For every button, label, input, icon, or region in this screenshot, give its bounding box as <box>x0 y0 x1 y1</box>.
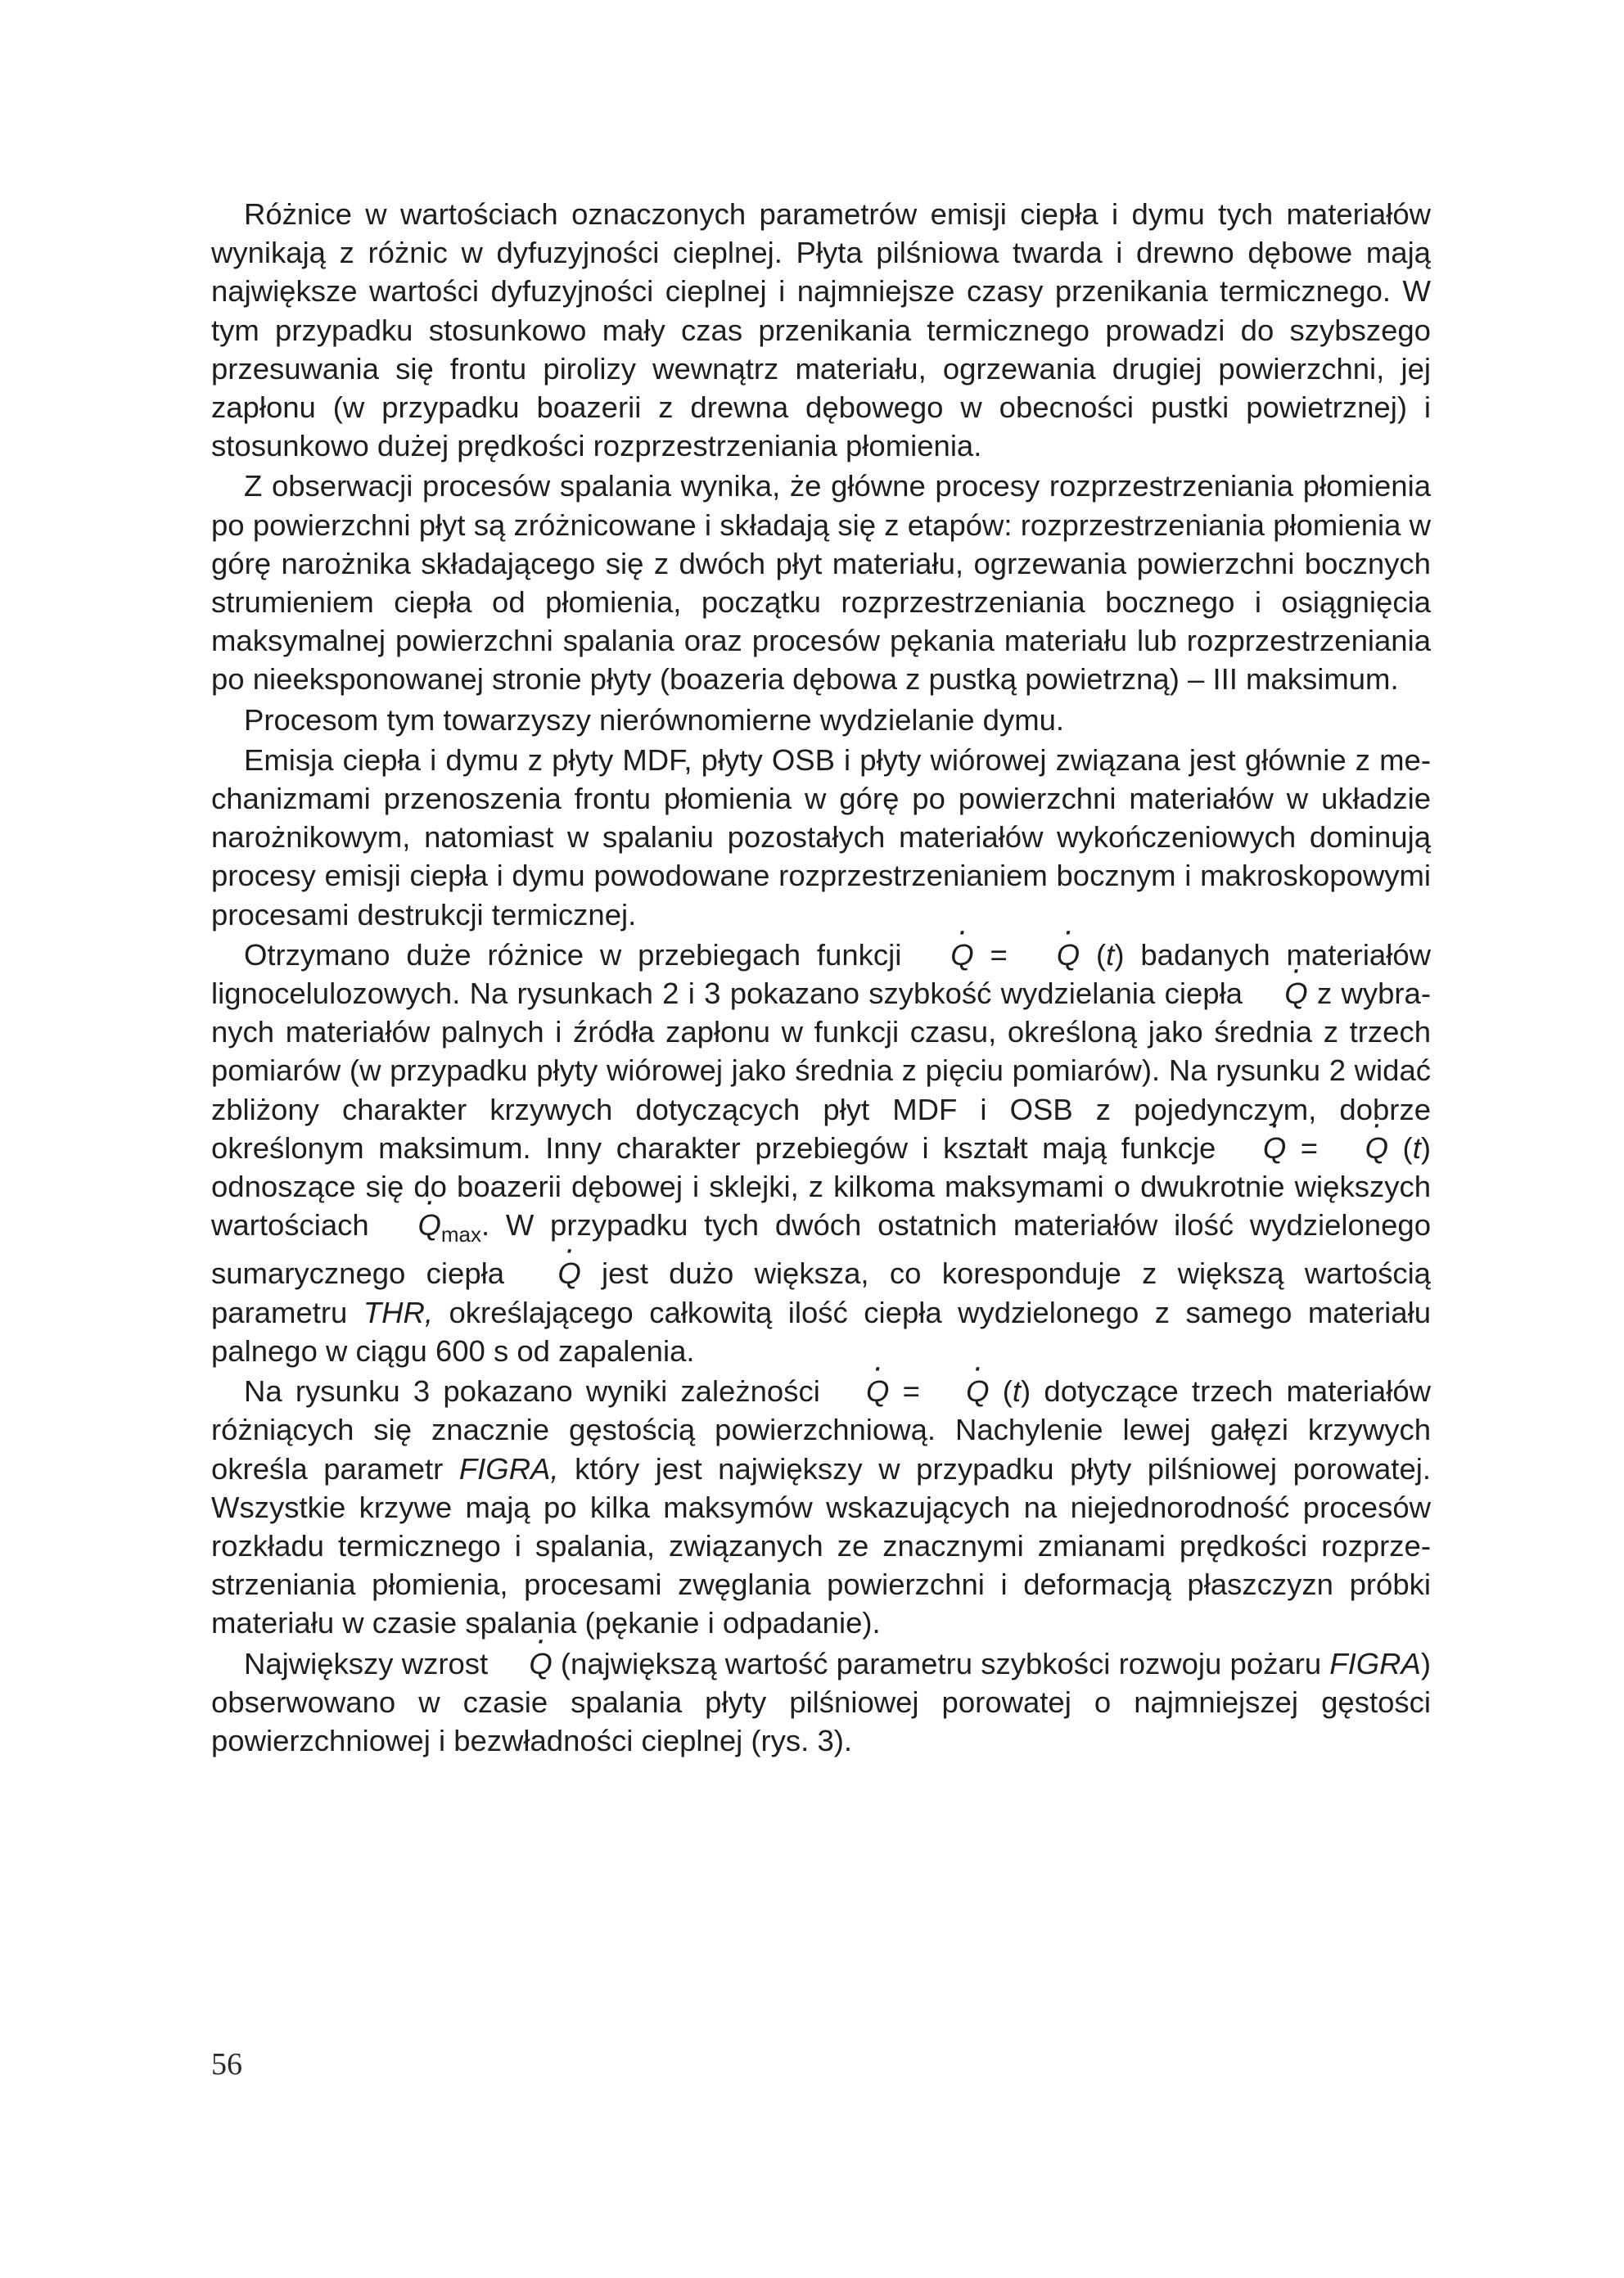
text-run: Na rysunku 3 pokazano wyniki zależności <box>244 1374 834 1409</box>
subscript: max <box>440 1222 481 1247</box>
italic-term: t <box>1412 1130 1421 1165</box>
text-run: = <box>973 937 1024 972</box>
italic-term: FIGRA <box>1329 1646 1421 1680</box>
text-run: określającego całkowitą ilość ciepła wydzielonego z samego materiału palnego w ciągu 600 s od zapalenia. <box>211 1295 1431 1368</box>
text-run: Różnice w wartościach oznaczonych parametrów emisji ciepła i dymu tych materiałów wynikają z różnic w dyfuzyjności cieplnej. Płyta pilśniowa twarda i drewno dębowe mają największe wartości dyfuzyjności cieplnej i najmniejsze czasy przenikania termicznego. W tym przypadku stosunkowo mały czas przenikania termicznego prowadzi do szybszego przesuwania się frontu pirolizy wewnątrz materiału, ogrzewania drugiej powierzchni, jej zapłonu (w przypadku boazerii z drewna dębowego w obecności pustki powietrznej) i stosunkowo dużej prędkości rozprzestrzeniania płomienia. <box>211 197 1431 463</box>
page-number: 56 <box>211 2047 242 2082</box>
q-dot-symbol: · Q <box>833 1372 889 1410</box>
text-run: ) obserwowano w czasie spalania płyty pilśniowej porowatej o najmniejszej gęstości powierzchniowej i bezwładności cieplnej (rys. 3). <box>211 1646 1431 1757</box>
text-run: Emisja ciepła i dymu z płyty MDF, płyty OSB i płyty wiórowej związana jest głównie z mechanizmami przenoszenia frontu płomienia w górę po powierzchni materiałów w układzie narożnikowym, natomiast w spalaniu pozostałych materiałów wykończeniowych dominują procesy emisji ciepła i dymu powodowane rozprzestrzenianiem bocznym i makroskopowymi procesami destrukcji termicznej. <box>211 742 1431 931</box>
text-run: = <box>889 1374 934 1409</box>
paragraph <box>211 701 1431 739</box>
italic-term: FIGRA, <box>458 1451 559 1486</box>
q-dot-symbol: · Q <box>385 1206 440 1244</box>
paragraph <box>211 1644 1431 1761</box>
text-run: ) odnoszące się do boazerii dębowej i sklejki, z kilkoma maksymami o dwukrotnie większych wartościach <box>211 1130 1432 1243</box>
q-dot-symbol: · Q <box>933 1372 989 1410</box>
q-dot-symbol: · Q <box>1252 974 1307 1013</box>
document-body <box>211 195 1431 1762</box>
q-dot-symbol: · Q <box>496 1644 552 1683</box>
italic-term: t <box>1012 1374 1022 1409</box>
text-run: Otrzymano duże różnice w przebiegach funkcji <box>244 937 918 972</box>
text-run: jest dużo większa, co koresponduje z większą wartością parametru <box>211 1256 1431 1329</box>
paragraph <box>211 467 1431 698</box>
italic-term: t <box>1106 937 1115 972</box>
paragraph <box>211 195 1431 465</box>
q-dot-symbol: · Q <box>1333 1129 1388 1167</box>
paragraph <box>211 741 1431 934</box>
text-run: Największy wzrost <box>244 1646 497 1680</box>
text-run: ) badanych materiałów lignocelulozowych. Na rysunkach 2 i 3 pokazano szybkość wydzielania ciepła <box>211 937 1431 1011</box>
paragraph <box>211 936 1431 1370</box>
text-run: ( <box>1388 1130 1413 1165</box>
q-dot-symbol: · Q <box>1024 936 1080 974</box>
text-run: (największą wartość parametru szybkości rozwoju pożaru <box>552 1646 1330 1680</box>
italic-term: THR, <box>363 1295 433 1329</box>
paragraph <box>211 1372 1431 1642</box>
q-dot-symbol: · Q <box>525 1254 580 1292</box>
text-run: ( <box>989 1374 1013 1409</box>
text-run: Z obserwacji procesów spalania wynika, że główne procesy rozprzestrzeniania płomienia po powierzchni płyt są zróżnicowane i składają się z etapów: rozprzestrzeniania płomienia w górę narożnika składającego się z dwóch płyt materiału, ogrzewania powierzchni bocznych strumieniem ciepła od płomienia, początku rozprzestrzeniania bocznego i osiągnięcia maksymalnej powierzchni spalania oraz procesów pękania materiału lub rozprzestrzeniania po nieeksponowanej stronie płyty (boazeria dębowa z pustką powietrzną) – III maksimum. <box>211 469 1431 697</box>
text-run: = <box>1286 1130 1333 1165</box>
q-dot-symbol: · Q <box>1230 1129 1286 1167</box>
text-run: Procesom tym towarzyszy nierównomierne wydzielanie dymu. <box>244 702 1065 737</box>
text-run: ) dotyczące trzech materiałów różniących się znacznie gęstością powierzchniową. Nachylenie lewej gałęzi krzywych określa parametr <box>211 1374 1431 1486</box>
text-run: . W przypadku tych dwóch ostatnich materiałów ilość wydzielonego sumarycznego ciepła <box>211 1208 1432 1291</box>
text-run: ( <box>1080 937 1107 972</box>
text-run: z wybranych materiałów palnych i źródła zapłonu w funkcji czasu, określoną jako średnia z trzech pomiarów (w przypadku płyty wiórowej jako średnia z pięciu pomiarów). Na rysunku 2 widać zbliżony charakter krzywych dotyczących płyt MDF i OSB z pojedynczym, dobrze określonym maksimum. Inny charakter przebiegów i kształt mają funkcje <box>211 977 1431 1165</box>
text-run: który jest największy w przypadku płyty pilśniowej porowatej. Wszystkie krzywe mają po kilka maksymów wskazujących na niejednorodność procesów rozkładu termicznego i spalania, związanych ze znacznymi zmianami prędkości rozprzestrzeniania płomienia, procesami zwęglania powierzchni i deformacją płaszczyzn próbki materiału w czasie spalania (pękanie i odpadanie). <box>211 1451 1431 1640</box>
q-dot-symbol: · Q <box>918 936 973 974</box>
